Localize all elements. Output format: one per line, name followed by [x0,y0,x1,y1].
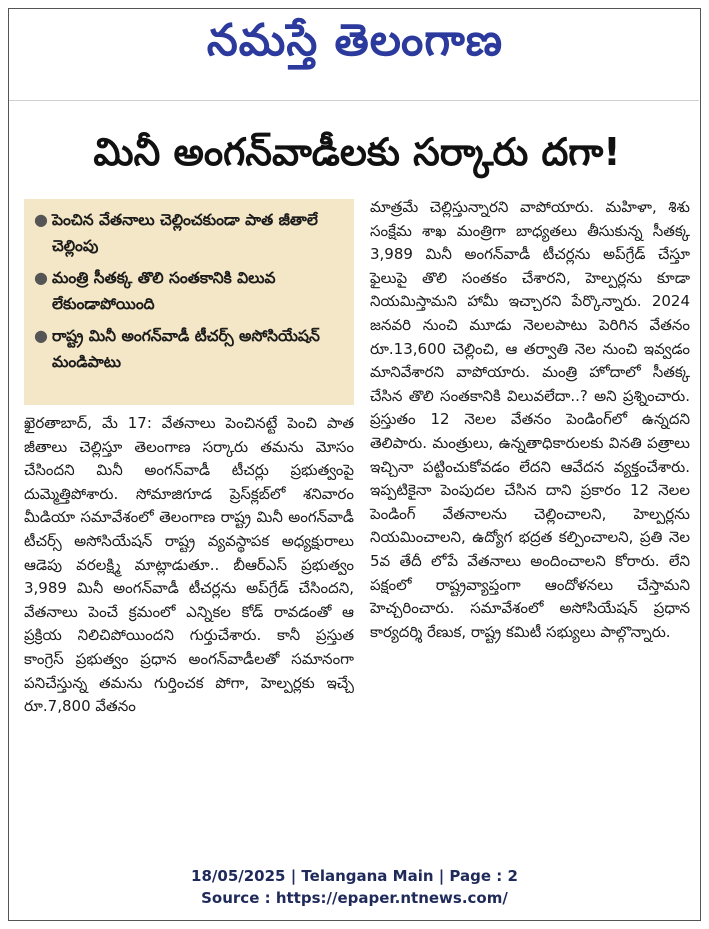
bullet-icon: ● [34,326,48,345]
highlight-text: రాష్ట్ర మినీ అంగన్‌వాడీ టీచర్స్ అసోసియేషన్ మండిపాటు [52,327,320,371]
masthead-divider [9,100,699,101]
highlight-item [34,323,346,375]
article-column-left [24,412,354,719]
newspaper-masthead: నమస్తే తెలంగాణ [206,15,504,66]
highlight-text: పెంచిన వేతనాలు చెల్లించకుండా పాత జీతాలే చెల్లింపు [52,211,318,255]
article-column-right [370,196,690,644]
article-body-left: ఖైరతాబాద్, మే 17: వేతనాలు పెంచినట్టే పెంచి పాత జీతాలు చెల్లిస్తూ తెలంగాణ సర్కారు తమను మోసం చేసిందని మినీ అంగన్‌వాడీ టీచర్లు ప్రభుత్వంపై దుమ్మెత్తిపోశారు. సోమాజిగూడ ప్రెస్‌క్లబ్‌లో శనివారం మీడియా సమావేశంలో తెలంగాణ రాష్ట్ర మినీ అంగన్‌వాడీ టీచర్స్ అసోసియేషన్ రాష్ట్ర వ్యవస్థాపక అధ్యక్షురాలు ఆడెపు వరలక్ష్మి మాట్లాడుతూ.. బీఆర్‌ఎస్ ప్రభుత్వం 3,989 మినీ అంగన్‌వాడీ టీచర్లను అప్‌గ్రేడ్ చేసిందని, వేతనాలు పెంచే క్రమంలో ఎన్నికల కోడ్ రావడంతో ఆ ప్రక్రియ నిలిచిపోయిందని గుర్తుచేశారు. కానీ ప్రస్తుత కాంగ్రెస్ ప్రభుత్వం ప్రధాన అంగన్‌వాడీలతో సమానంగా పనిచేస్తున్న తమను గుర్తించక పోగా, హెల్పర్లకు ఇచ్చే రూ.7,800 వేతనం [24,414,354,716]
bullet-icon: ● [34,268,48,287]
bullet-icon: ● [34,210,48,229]
highlight-item [34,265,346,317]
highlight-text: మంత్రి సీతక్క తొలి సంతకానికి విలువ లేకుండాపోయింది [52,269,276,313]
highlights-box [24,199,354,405]
footer-edition-info: 18/05/2025 | Telangana Main | Page : 2 [191,867,518,885]
article-headline: మినీ అంగన్‌వాడీలకు సర్కారు దగా! [93,130,621,174]
article-body-right: మాత్రమే చెల్లిస్తున్నారని వాపోయారు. మహిళా, శిశు సంక్షేమ శాఖ మంత్రిగా బాధ్యతలు తీసుకున్న సీతక్క 3,989 మినీ అంగన్‌వాడీ టీచర్లను అప్‌గ్రేడ్ చేస్తూ ఫైలుపై తొలి సంతకం చేశారని, హెల్పర్లను కూడా నియమిస్తామని హామీ ఇచ్చారని పేర్కొన్నారు. 2024 జనవరి నుంచి మూడు నెలలపాటు పెరిగిన వేతనం రూ.13,600 చెల్లించి, ఆ తర్వాతి నెల నుంచి ఇవ్వడం మానివేశారని వాపోయారు. మంత్రి హోదాలో సీతక్క చేసిన తొలి సంతకానికి విలువలేదా..? అని ప్రశ్నించారు. ప్రస్తుతం 12 నెలల వేతనం పెండింగ్‌లో ఉన్నదని తెలిపారు. మంత్రులు, ఉన్నతాధికారులకు వినతి పత్రాలు ఇచ్చినా పట్టించుకోవడం లేదని ఆవేదన వ్యక్తంచేశారు. ఇప్పటికైనా పెంపుదల చేసిన దాని ప్రకారం 12 నెలల పెండింగ్ వేతనాలను చెల్లించాలని, హెల్పర్లను నియమించాలని, ఉద్యోగ భద్రత కల్పించాలని, ప్రతి నెల 5వ తేదీ లోపే వేతనాలు అందించాలని కోరారు. లేని పక్షంలో రాష్ట్రవ్యాప్తంగా ఆందోళనలు చేస్తామని హెచ్చరించారు. సమావేశంలో అసోసియేషన్ ప్రధాన కార్యదర్శి రేణుక, రాష్ట్ర కమిటీ సభ్యులు పాల్గొన్నారు. [370,198,690,641]
footer-source-link[interactable]: Source : https://epaper.ntnews.com/ [201,889,508,907]
highlight-item [34,207,346,259]
